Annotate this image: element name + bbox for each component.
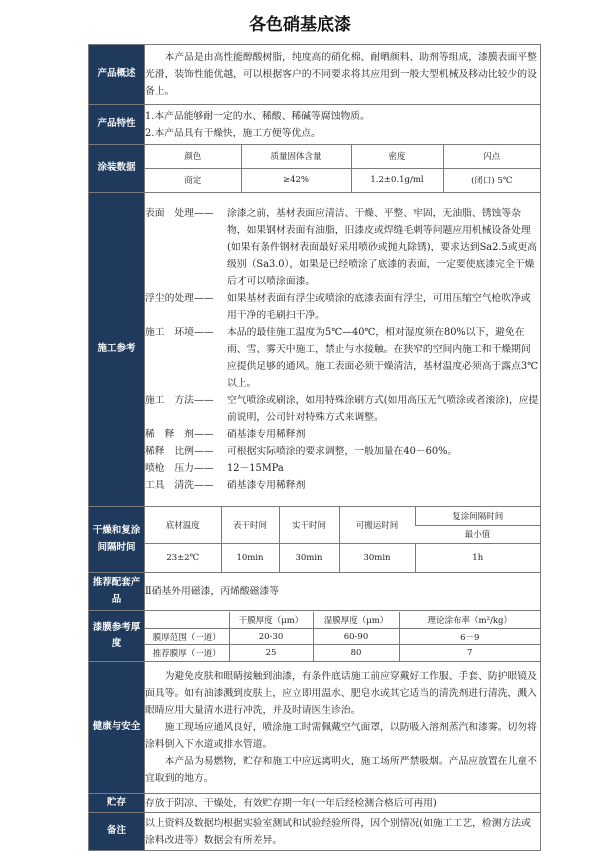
notes-cell [145,813,541,851]
drying-label: 干燥和复涂间隔时间 [89,507,145,573]
step-cleaning [145,477,540,494]
drying-header: 实干时间 [279,507,339,543]
step-ratio [145,443,540,460]
step-environment [145,324,540,392]
overview-row [89,45,541,105]
drying-header: 复涂间隔时间 [415,507,540,525]
coating-label: 涂装数据 [89,145,145,193]
thickness-value: 80 [313,645,399,661]
step-pressure [145,460,540,477]
step-surface [145,205,540,290]
thickness-header: 理论涂布率（m²/kg） [399,612,540,629]
document-title: 各色硝基底漆 [249,15,351,35]
step-label: 浮尘的处理—— [145,293,214,304]
safety-label: 健康与安全 [89,662,145,794]
step-text: 可根据实际喷涂的要求调整，一般加量在40－60%。 [227,446,458,457]
matching-text: Ⅱ硝基外用磁漆，丙烯酸磁漆等 [145,586,280,597]
step-label: 施工 环境—— [145,327,214,338]
spec-table [88,44,541,851]
step-label: 表面 处理—— [145,208,214,219]
safety-paragraph: 本产品为易燃物，贮存和施工中应远离明火，施工场所严禁吸烟。产品应放置在儿童不宜取到的地方。 [145,756,537,784]
overview-text: 本产品是由高性能醇酸树脂，纯度高的硝化棉、耐晒颜料、助剂等组成，漆膜表面平整光滑，装饰性能优越，可以根据客户的不同要求将其应用到一般大型机械及移动比较少的设备上。 [145,52,537,97]
features-cell [145,105,541,145]
drying-subheader: 最小值 [415,525,540,543]
drying-value: 10min [221,543,279,572]
construction-row [89,193,541,507]
step-text: 硝基漆专用稀释剂 [227,429,306,440]
drying-table [145,507,540,572]
safety-row [89,662,541,794]
thickness-value: 6－9 [399,629,540,645]
notes-text: 以上资料及数据均根据实验室测试和试验经验所得，因个别情况(如施工工艺，检测方法或涂料改进等）数据会有所差异。 [145,817,531,846]
step-label: 喷枪 压力—— [145,463,214,474]
features-row [89,105,541,145]
thickness-value: 25 [229,645,313,661]
step-dust [145,290,540,324]
construction-cell [145,193,541,507]
step-text: 如果基材表面有浮尘或喷涂的底漆表面有浮尘，可用压缩空气枪吹净或用干净的毛刷扫干净。 [227,293,531,321]
matching-cell [145,573,541,611]
step-method [145,392,540,426]
coating-row [89,145,541,193]
safety-paragraph: 为避免皮肤和眼睛接触到油漆，有条件底话施工前应穿戴好工作服、手套、防护眼镜及面具等。如有油漆溅到皮肤上，应立即用温水、肥皂水或其它适当的清洗剂进行清洗，溅入眼睛应用大量清水进行冲洗，并及时请医生诊治。 [145,671,537,716]
drying-header: 表干时间 [221,507,279,543]
step-label: 施工 方法—— [145,395,214,406]
thickness-row-label: 膜厚范围（一道） [145,629,229,645]
coating-value: 商定 [145,168,241,192]
coating-cell [145,145,541,193]
notes-label: 备注 [89,813,145,851]
step-text: 本品的最佳施工温度为5℃—40℃，相对湿度须在80%以下，避免在雨、雪、雾天中施工，禁止与水接触。在狭窄的空间内施工和干燥期间应提供足够的通风。施工表面必须干燥清洁，基材温度必须高于露点3℃以上。 [227,327,539,389]
features-label: 产品特性 [89,105,145,145]
matching-row [89,573,541,611]
thickness-header: 湿膜厚度（μm） [313,612,399,629]
drying-value: 23±2℃ [145,543,221,572]
coating-value: (闭口) 5℃ [443,168,540,192]
storage-label: 贮存 [89,794,145,813]
construction-label: 施工参考 [89,193,145,507]
drying-value: 1h [415,543,540,572]
thickness-label: 漆膜参考厚度 [89,611,145,662]
thickness-table [145,612,540,661]
thickness-header: 干膜厚度（μm） [229,612,313,629]
overview-label: 产品概述 [89,45,145,105]
coating-header: 密度 [351,145,443,168]
storage-cell [145,794,541,813]
coating-header: 闪点 [443,145,540,168]
coating-value: 1.2±0.1g/ml [351,168,443,192]
drying-row [89,507,541,573]
coating-value: ≥42% [241,168,351,192]
drying-header: 可搬运时间 [339,507,415,543]
coating-header: 颜色 [184,152,202,163]
drying-value: 30min [279,543,339,572]
notes-row [89,813,541,851]
step-label: 工具 清洗—— [145,480,214,491]
step-text: 硝基漆专用稀释剂 [227,480,306,491]
feature-item: 1.本产品能够耐一定的水、稀酸、稀碱等腐蚀物质。 [145,110,370,122]
matching-label: 推荐配套产品 [89,573,145,611]
storage-text: 存放于阴凉、干燥处，有效贮存期一年(一年后经检测合格后可再用) [145,797,437,809]
step-label: 稀 释 剂—— [145,429,214,440]
thickness-value: 7 [399,645,540,661]
step-thinner [145,426,540,443]
safety-paragraph: 施工现场应通风良好，喷涂施工时需佩戴空气面罩，以防吸入溶剂蒸汽和漆雾。切勿将涂料倒入下水道或排水管道。 [145,722,537,750]
step-text: 12－15MPa [227,463,284,474]
drying-header: 底材温度 [165,520,200,531]
coating-table [145,145,540,192]
feature-item: 2.本产品具有干燥快，施工方便等优点。 [145,127,321,139]
step-label: 稀释 比例—— [145,446,214,457]
thickness-row-label: 推荐膜厚（一道） [145,645,229,661]
overview-cell [145,45,541,105]
thickness-row [89,611,541,662]
storage-row [89,794,541,813]
thickness-value: 60-90 [313,629,399,645]
step-text: 空气喷涂或刷涂，如用特殊涂刷方式(如用高压无气喷涂或者滚涂)，应提前说明，公司针对特殊方式来调整。 [227,395,539,423]
drying-cell [145,507,541,573]
thickness-value: 20-30 [229,629,313,645]
step-text: 涂漆之前，基材表面应清洁、干燥、平整、牢固，无油脂、锈蚀等杂物，如果钢材表面有油脂，旧漆皮或焊缝毛刺等问题应用机械设备处理(如果有条件钢材表面最好采用喷砂或抛丸除锈)，要求达到Sa2.5或更高级别（Sa3.0），如果是已经喷涂了底漆的表面，一定要使底漆完全干燥后才可以喷涂面漆。 [227,208,538,287]
thickness-cell [145,611,541,662]
safety-cell [145,662,541,794]
coating-header: 质量固体含量 [241,145,351,168]
thickness-header [145,612,229,629]
drying-value: 30min [339,543,415,572]
